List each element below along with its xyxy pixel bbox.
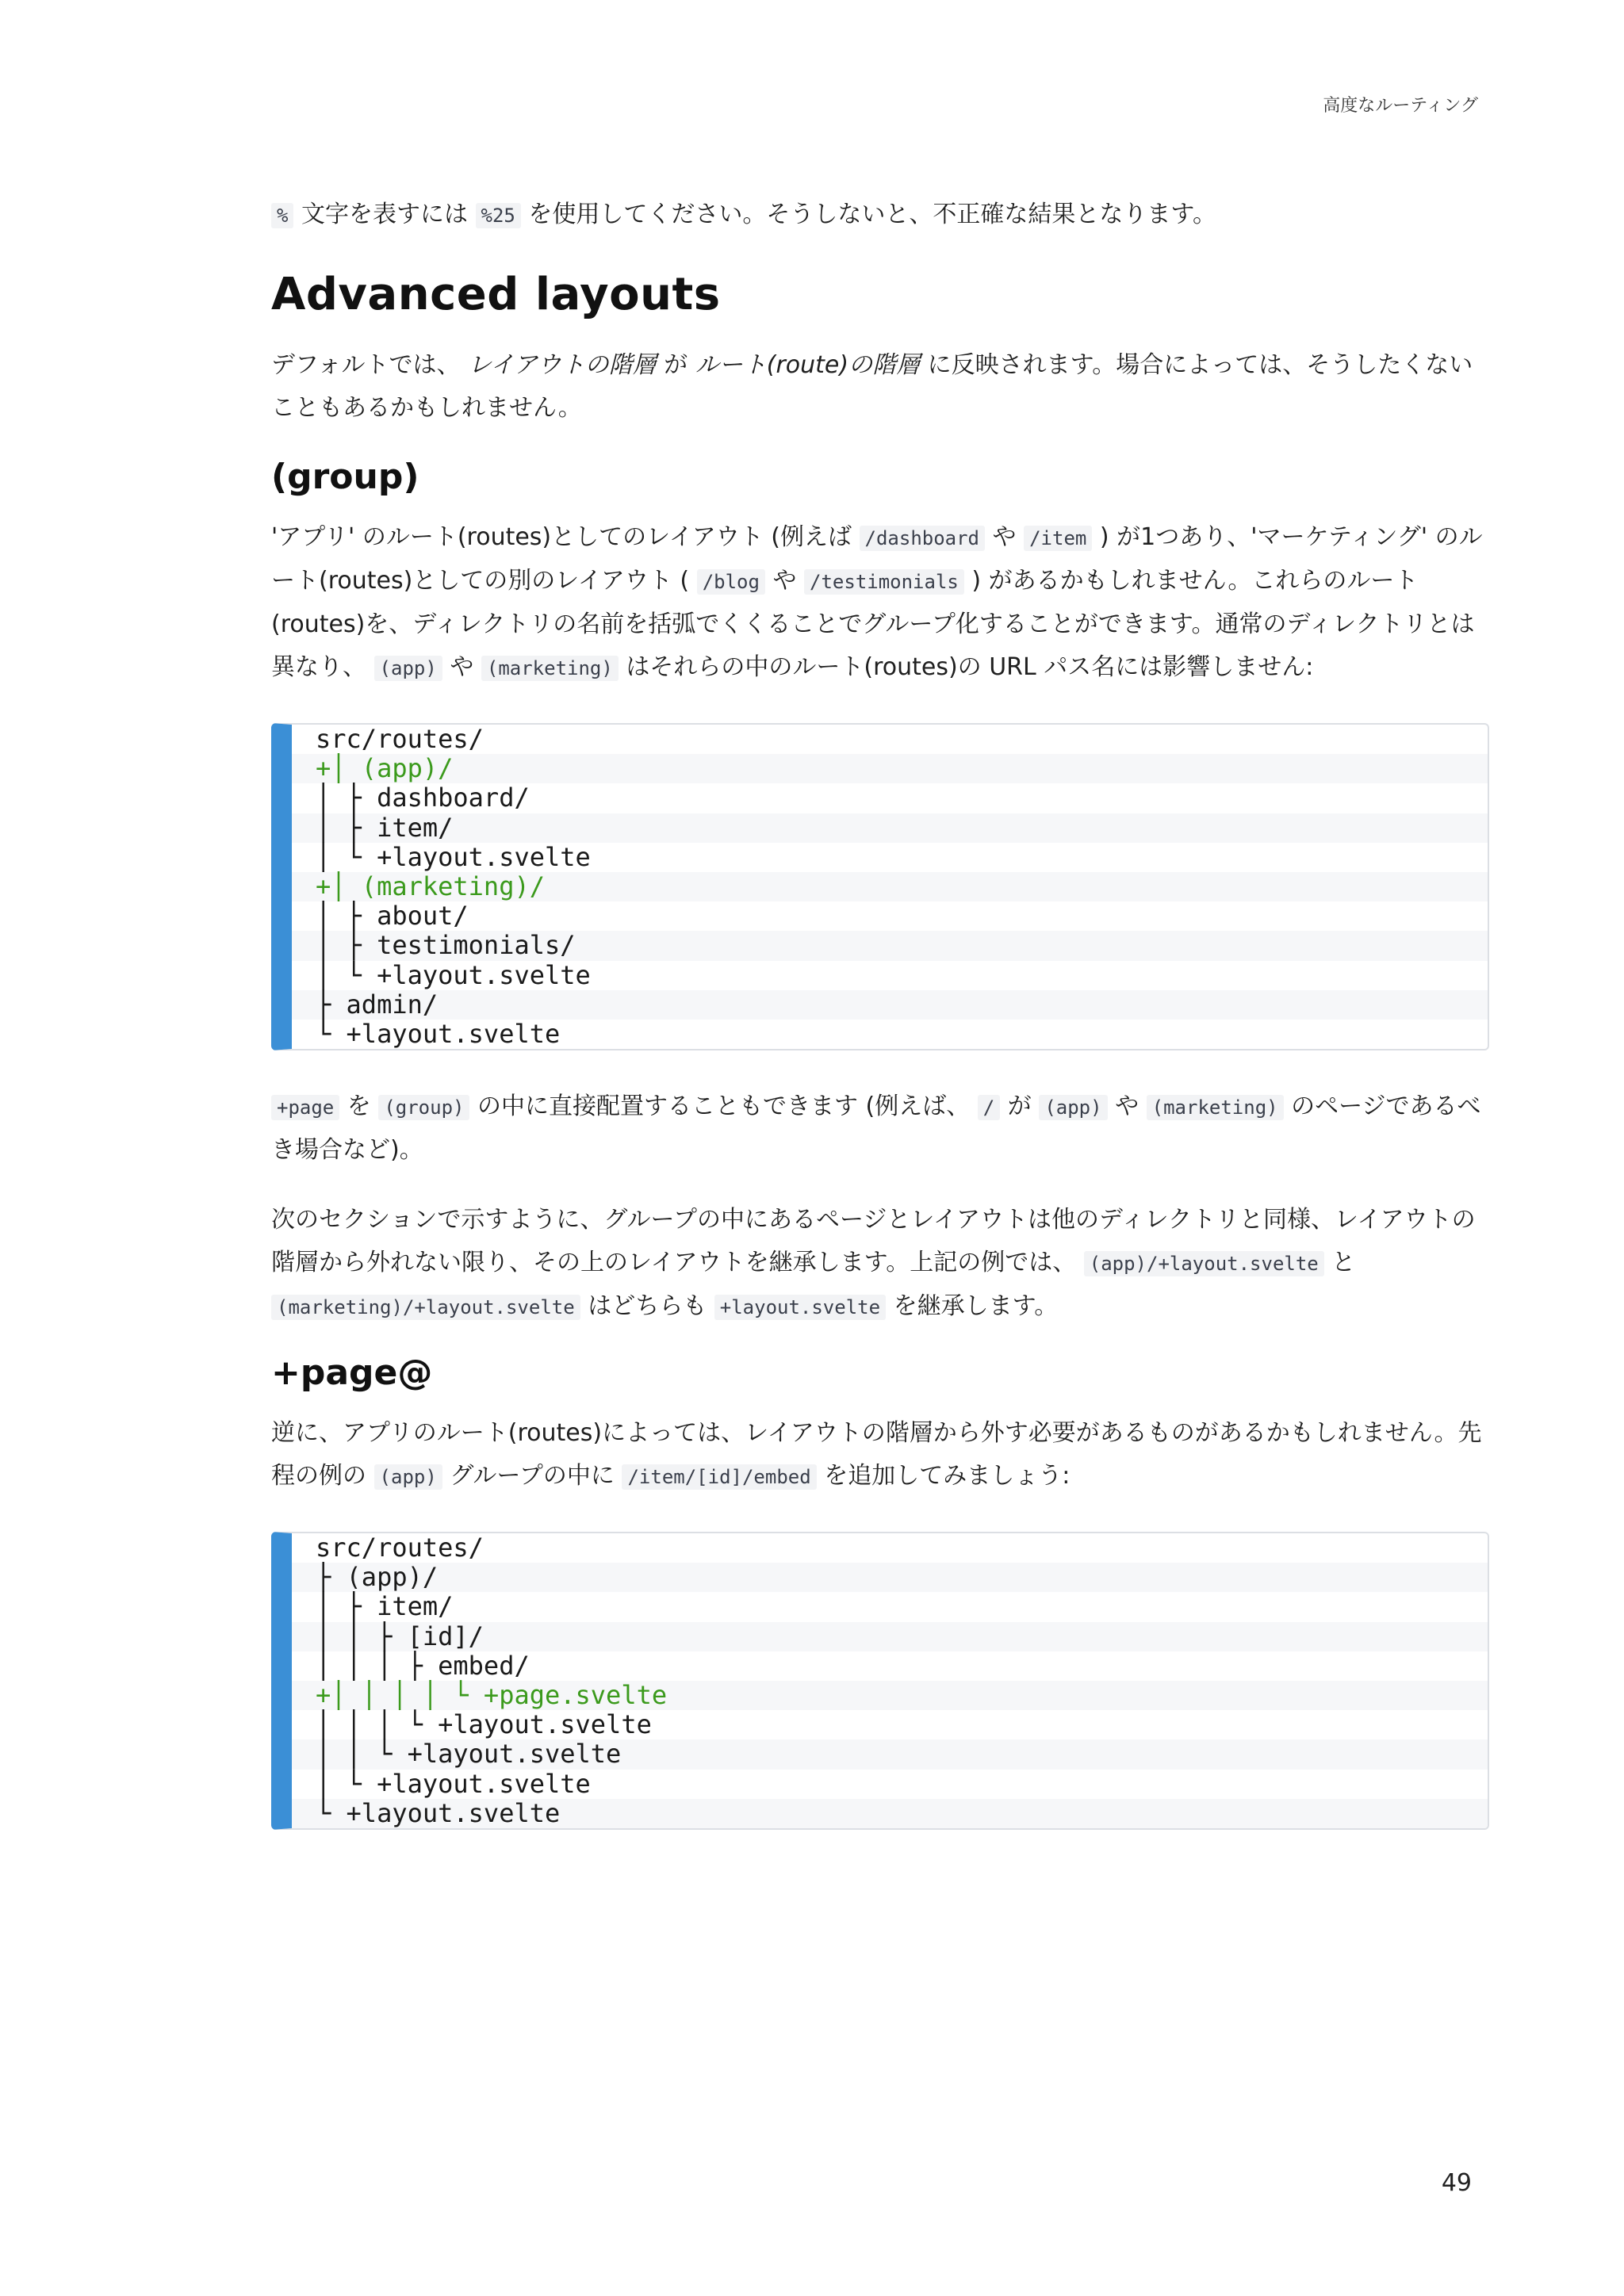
text-run: はそれらの中のルート(routes)の URL パス名には影響しません: xyxy=(618,653,1314,681)
code-block-page-at-tree xyxy=(271,1532,1489,1830)
inline-code: (marketing) xyxy=(1147,1095,1284,1120)
page-at-paragraph xyxy=(271,1412,1489,1498)
text-run: や xyxy=(442,653,481,681)
text-run: 'アプリ' のルート(routes)としてのレイアウト (例えば xyxy=(271,523,860,551)
code-line: │ │ └ +layout.svelte xyxy=(292,1739,1488,1769)
code-line: │ │ ├ [id]/ xyxy=(292,1622,1488,1651)
emphasis-text: ルート(route)の階層 xyxy=(695,351,921,379)
inline-code: /item/[id]/embed xyxy=(622,1464,816,1490)
text-run: 逆に、アプリのルート(routes)によっては、レイアウトの階層から外す必要があるものがあるかもしれません。先程の例の xyxy=(271,1419,1482,1490)
inline-code: (app) xyxy=(1039,1095,1107,1120)
text-run: グループの中に xyxy=(442,1462,622,1490)
inline-code: / xyxy=(978,1095,1000,1120)
code-line: │ ├ item/ xyxy=(316,1591,454,1622)
text-run: と xyxy=(1323,1249,1356,1277)
text-run: を使用してください。そうしないと、不正確な結果となります。 xyxy=(520,201,1217,228)
text-run: の中に直接配置することもできます (例えば、 xyxy=(469,1093,978,1121)
code-line: src/routes/ xyxy=(316,724,484,754)
inline-code: /dashboard xyxy=(860,526,986,551)
group-paragraph-3 xyxy=(271,1199,1489,1329)
code-line: +│ (marketing)/ xyxy=(292,872,1488,901)
text-run: のページであるべき場合など)。 xyxy=(271,1093,1481,1165)
code-line: ├ admin/ xyxy=(292,990,1488,1020)
intro-paragraph xyxy=(271,193,1489,237)
code-line: +│ │ │ │ └ +page.svelte xyxy=(292,1681,1488,1710)
inline-code: (app) xyxy=(374,656,442,681)
code-line: └ +layout.svelte xyxy=(292,1799,1488,1828)
code-line: │ ├ testimonials/ xyxy=(292,931,1488,960)
text-run: を追加してみましょう: xyxy=(816,1462,1071,1490)
inline-code: % xyxy=(271,203,293,228)
advanced-layouts-paragraph xyxy=(271,344,1489,430)
text-run: はどちらも xyxy=(580,1292,714,1321)
page-content xyxy=(271,193,1489,1830)
text-run: 文字を表すには xyxy=(293,201,476,228)
inline-code: (marketing)/+layout.svelte xyxy=(271,1295,580,1320)
code-line: │ │ │ ├ embed/ xyxy=(316,1650,530,1681)
emphasis-text: レイアウトの階層 xyxy=(468,351,657,379)
text-run: が xyxy=(1000,1093,1040,1121)
code-line: │ ├ item/ xyxy=(292,813,1488,843)
text-run: ) が1つあり、'マーケティング' のルート(routes)としての別のレイアウト ( xyxy=(271,523,1483,595)
group-paragraph-2 xyxy=(271,1085,1489,1172)
text-run: や xyxy=(764,567,805,595)
inline-code: /testimonials xyxy=(804,569,964,595)
text-run: が xyxy=(656,351,695,379)
code-line: ├ (app)/ xyxy=(292,1563,1488,1592)
section-heading-page-at: +page@ xyxy=(271,1353,433,1394)
text-run: ) があるかもしれません。これらのルート(routes)を、ディレクトリの名前を括弧でくくることでグループ化することができます。通常のディレクトリとは異なり、 xyxy=(271,567,1475,681)
code-line: │ ├ about/ xyxy=(316,901,469,932)
inline-code: /item xyxy=(1024,526,1092,551)
code-line: │ └ +layout.svelte xyxy=(316,841,591,872)
inline-code: (marketing) xyxy=(481,656,619,681)
inline-code: +page xyxy=(271,1095,339,1120)
running-header: 高度なルーティング xyxy=(1323,96,1478,116)
inline-code: /blog xyxy=(697,569,765,595)
page-number: 49 xyxy=(1441,2169,1472,2197)
group-paragraph-1 xyxy=(271,516,1489,690)
code-line: │ └ +layout.svelte xyxy=(316,1768,591,1799)
code-line: │ │ │ └ +layout.svelte xyxy=(316,1709,652,1740)
code-line: │ ├ dashboard/ xyxy=(316,783,530,813)
inline-code: (app)/+layout.svelte xyxy=(1084,1251,1324,1276)
code-line: └ +layout.svelte xyxy=(316,1018,561,1049)
text-run: や xyxy=(985,523,1025,551)
inline-code: %25 xyxy=(476,203,521,228)
text-run: 次のセクションで示すように、グループの中にあるページとレイアウトは他のディレクトリと同様、レイアウトの階層から外れない限り、その上のレイアウトを継承します。上記の例では、 xyxy=(271,1206,1476,1277)
code-line: │ └ +layout.svelte xyxy=(316,959,591,990)
text-run: デフォルトでは、 xyxy=(271,351,469,379)
section-heading-group: (group) xyxy=(271,457,419,497)
inline-code: +layout.svelte xyxy=(714,1295,886,1320)
code-line: +│ (app)/ xyxy=(292,754,1488,783)
section-heading-advanced-layouts: Advanced layouts xyxy=(271,269,721,320)
text-run: や xyxy=(1107,1093,1147,1121)
inline-code: (app) xyxy=(374,1464,442,1490)
text-run: を継承します。 xyxy=(886,1292,1059,1321)
code-block-group-tree xyxy=(271,723,1489,1050)
inline-code: (group) xyxy=(378,1095,469,1120)
text-run: を xyxy=(339,1093,379,1121)
text-run: に反映されます。場合によっては、そうしたくないこともあるかもしれません。 xyxy=(271,351,1473,422)
code-line: src/routes/ xyxy=(316,1533,484,1563)
